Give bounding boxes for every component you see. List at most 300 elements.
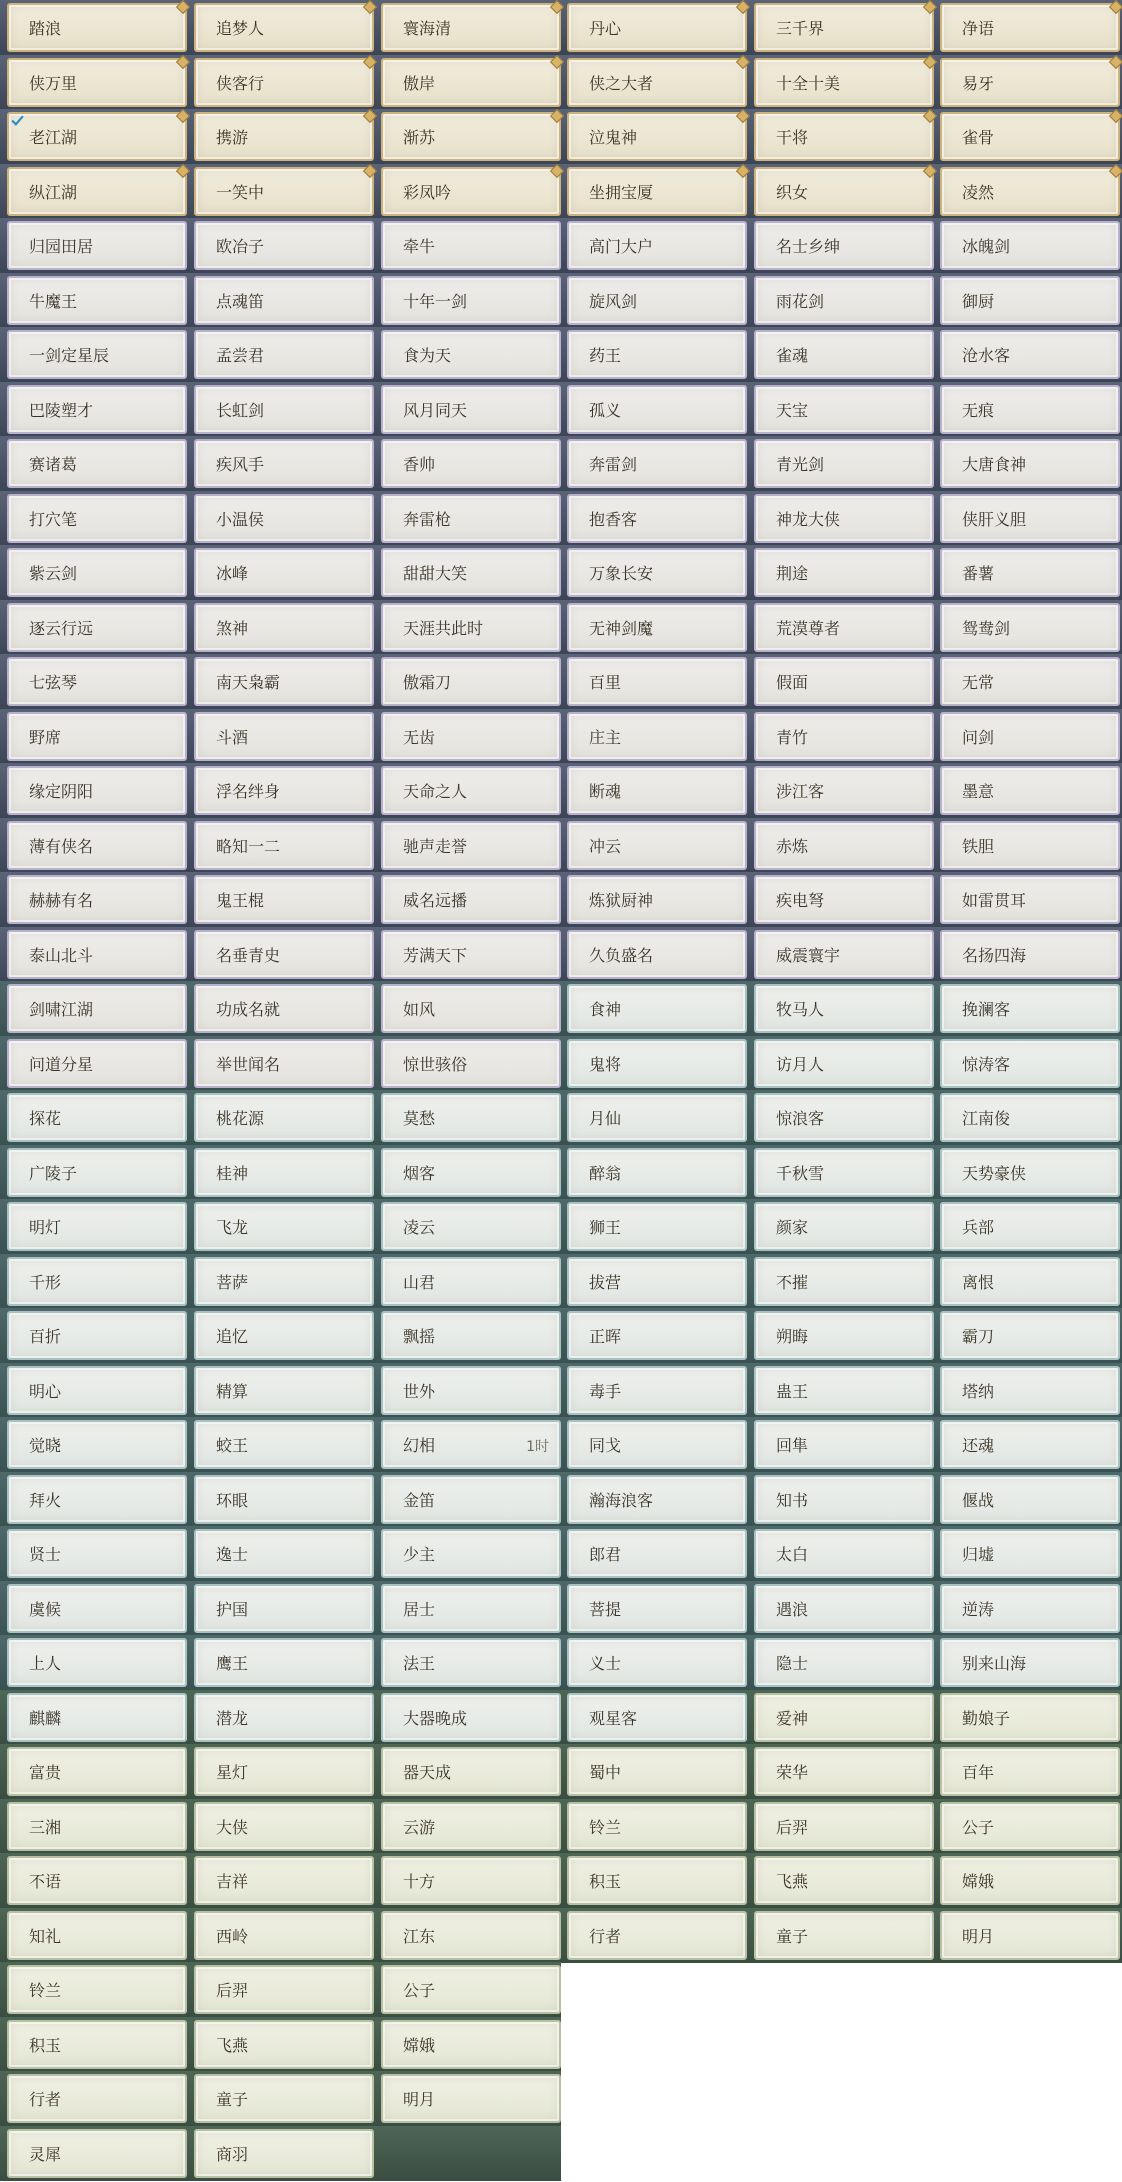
title-tile[interactable] [7,1529,187,1578]
title-tile[interactable] [194,1747,374,1796]
title-tile[interactable] [194,1257,374,1306]
title-label: 奔雷枪 [403,510,452,529]
title-tile[interactable] [194,1638,374,1687]
title-tile[interactable] [567,494,747,543]
title-tile[interactable] [754,1529,934,1578]
title-tile[interactable] [194,1311,374,1360]
title-tile[interactable] [194,385,374,434]
title-tile[interactable] [567,766,747,815]
title-tile[interactable] [381,3,561,52]
title-tile[interactable] [7,821,187,870]
title-tile[interactable] [754,1856,934,1905]
title-tile[interactable] [194,930,374,979]
title-tile[interactable] [381,657,561,706]
title-tile[interactable] [7,1475,187,1524]
title-tile[interactable] [567,1366,747,1415]
title-label: 嫦娥 [962,1872,995,1891]
title-tile[interactable] [381,1093,561,1142]
title-label: 星灯 [216,1763,249,1782]
title-tile[interactable] [7,221,187,270]
title-tile[interactable] [940,984,1120,1033]
title-tile[interactable] [7,1911,187,1960]
title-tile[interactable] [567,1911,747,1960]
title-label: 风月同天 [403,401,468,420]
title-tile[interactable] [194,2074,374,2123]
title-tile[interactable] [940,548,1120,597]
title-tile[interactable] [754,221,934,270]
title-label: 七弦琴 [29,673,78,692]
title-label: 断魂 [589,782,622,801]
title-tile[interactable] [381,875,561,924]
title-tile[interactable] [381,766,561,815]
title-tile[interactable] [567,1257,747,1306]
title-tile[interactable] [381,221,561,270]
title-tile[interactable] [381,439,561,488]
title-tile[interactable] [7,1202,187,1251]
title-tile[interactable] [754,1693,934,1742]
title-tile[interactable] [567,603,747,652]
title-tile[interactable] [381,276,561,325]
title-tile[interactable] [194,1202,374,1251]
title-tile[interactable] [194,712,374,761]
title-tile[interactable] [7,2129,187,2178]
title-label: 烟客 [403,1164,436,1183]
title-tile[interactable] [7,494,187,543]
title-tile[interactable] [567,1856,747,1905]
title-label: 蛟王 [216,1436,249,1455]
title-tile[interactable] [381,2020,561,2069]
title-label: 纵江湖 [29,183,78,202]
title-tile[interactable] [194,3,374,52]
title-tile[interactable] [567,330,747,379]
title-label: 勤娘子 [962,1709,1011,1728]
title-tile[interactable] [567,3,747,52]
title-tile[interactable] [940,712,1120,761]
title-tile[interactable] [7,1693,187,1742]
title-tile[interactable] [381,1475,561,1524]
title-tile[interactable] [754,712,934,761]
title-tile[interactable] [194,603,374,652]
title-tile[interactable] [381,1856,561,1905]
title-tile[interactable] [567,1584,747,1633]
title-label: 富贵 [29,1763,62,1782]
title-label: 冰峰 [216,564,249,583]
title-tile[interactable] [754,1420,934,1469]
title-tile[interactable] [567,930,747,979]
title-tile[interactable] [567,1529,747,1578]
title-label: 抱香客 [589,510,638,529]
title-tile[interactable] [194,657,374,706]
title-tile[interactable] [194,766,374,815]
title-label: 干将 [776,128,809,147]
title-tile[interactable] [381,821,561,870]
title-tile[interactable] [567,1311,747,1360]
title-tile[interactable] [754,1148,934,1197]
title-label: 幻相 [403,1436,436,1455]
title-tile[interactable] [940,221,1120,270]
title-tile[interactable] [567,1420,747,1469]
title-tile[interactable] [194,1584,374,1633]
title-tile[interactable] [754,1638,934,1687]
title-tile[interactable] [194,1148,374,1197]
title-tile[interactable] [194,276,374,325]
title-tile[interactable] [7,930,187,979]
title-tile[interactable] [940,1802,1120,1851]
title-tile[interactable] [381,1911,561,1960]
title-tile[interactable] [754,3,934,52]
title-tile[interactable] [194,1529,374,1578]
title-tile[interactable] [194,221,374,270]
title-tile[interactable] [567,548,747,597]
title-tile[interactable] [940,1093,1120,1142]
title-tile[interactable] [940,603,1120,652]
title-tile[interactable] [754,657,934,706]
title-tile[interactable] [381,1584,561,1633]
title-tile[interactable] [567,221,747,270]
title-tile[interactable] [567,1475,747,1524]
title-tile[interactable] [7,712,187,761]
title-label: 回隼 [776,1436,809,1455]
title-tile[interactable] [567,1638,747,1687]
title-tile[interactable] [7,439,187,488]
title-tile[interactable] [940,766,1120,815]
title-label: 疾风手 [216,455,265,474]
title-tile[interactable] [381,1420,561,1469]
title-tile[interactable] [381,2074,561,2123]
title-tile[interactable] [381,1747,561,1796]
title-tile[interactable] [7,1802,187,1851]
title-tile[interactable] [381,330,561,379]
title-tile[interactable] [754,548,934,597]
title-label: 塔纳 [962,1382,995,1401]
title-tile[interactable] [7,1584,187,1633]
title-label: 遇浪 [776,1600,809,1619]
title-label: 高门大户 [589,237,654,256]
title-tile[interactable] [7,2020,187,2069]
title-tile[interactable] [754,821,934,870]
title-label: 雨花剑 [776,292,825,311]
title-label: 太白 [776,1545,809,1564]
title-tile[interactable] [567,58,747,107]
title-label: 问道分星 [29,1055,94,1074]
title-tile[interactable] [567,167,747,216]
title-tile[interactable] [7,1093,187,1142]
title-tile[interactable] [381,712,561,761]
title-tile[interactable] [567,112,747,161]
title-label: 不摧 [776,1273,809,1292]
title-label: 牛魔王 [29,292,78,311]
title-tile[interactable] [194,58,374,107]
title-label: 瀚海浪客 [589,1491,654,1510]
title-tile[interactable] [940,1475,1120,1524]
title-tile[interactable] [381,603,561,652]
title-tile[interactable] [754,385,934,434]
title-label: 归墟 [962,1545,995,1564]
title-tile[interactable] [940,1420,1120,1469]
title-tile[interactable] [381,167,561,216]
title-tile[interactable] [381,385,561,434]
title-tile[interactable] [7,330,187,379]
title-tile[interactable] [194,112,374,161]
title-tile[interactable] [567,821,747,870]
title-tile[interactable] [754,1911,934,1960]
title-tile[interactable] [194,167,374,216]
title-label: 织女 [776,183,809,202]
title-label: 麒麟 [29,1709,62,1728]
title-label: 泰山北斗 [29,946,94,965]
title-label: 百年 [962,1763,995,1782]
title-tile[interactable] [567,1747,747,1796]
title-tile[interactable] [7,167,187,216]
title-tile[interactable] [754,930,934,979]
title-tile[interactable] [940,1039,1120,1088]
title-tile[interactable] [381,1802,561,1851]
title-tile[interactable] [940,3,1120,52]
title-tile[interactable] [194,984,374,1033]
title-label: 侠客行 [216,74,265,93]
title-label: 狮王 [589,1218,622,1237]
title-tile[interactable] [940,276,1120,325]
title-tile[interactable] [940,1856,1120,1905]
title-tile[interactable] [940,875,1120,924]
title-tile[interactable] [940,494,1120,543]
title-label: 月仙 [589,1109,622,1128]
title-tile[interactable] [940,385,1120,434]
title-tile[interactable] [567,657,747,706]
title-tile[interactable] [754,58,934,107]
title-tile[interactable] [194,875,374,924]
title-tile[interactable] [754,330,934,379]
title-tile[interactable] [7,112,187,161]
title-tile[interactable] [7,603,187,652]
title-tile[interactable] [754,439,934,488]
title-label: 挽澜客 [962,1000,1011,1019]
title-tile[interactable] [567,1039,747,1088]
title-tile[interactable] [940,1311,1120,1360]
title-tile[interactable] [7,1257,187,1306]
title-tile[interactable] [194,1802,374,1851]
title-label: 牧马人 [776,1000,825,1019]
title-tile[interactable] [567,385,747,434]
title-tile[interactable] [940,930,1120,979]
title-tile[interactable] [381,548,561,597]
title-label: 蜀中 [589,1763,622,1782]
title-tile[interactable] [7,1148,187,1197]
title-label: 世外 [403,1382,436,1401]
title-tile[interactable] [381,494,561,543]
title-label: 万象长安 [589,564,654,583]
title-label: 积玉 [29,2036,62,2055]
title-tile[interactable] [194,1475,374,1524]
title-label: 侠万里 [29,74,78,93]
title-tile[interactable] [754,276,934,325]
title-label: 名士乡绅 [776,237,841,256]
title-tile[interactable] [567,1802,747,1851]
timer-badge: 1时 [526,1439,549,1455]
title-tile[interactable] [567,276,747,325]
title-tile[interactable] [7,766,187,815]
title-label: 雀魂 [776,346,809,365]
title-tile[interactable] [754,1093,934,1142]
title-tile[interactable] [940,1747,1120,1796]
title-tile[interactable] [7,385,187,434]
title-tile[interactable] [381,930,561,979]
title-tile[interactable] [194,439,374,488]
title-tile[interactable] [754,1747,934,1796]
title-tile[interactable] [567,439,747,488]
title-tile[interactable] [940,330,1120,379]
title-tile[interactable] [7,984,187,1033]
title-tile[interactable] [754,603,934,652]
title-tile[interactable] [754,1584,934,1633]
title-tile[interactable] [940,1202,1120,1251]
title-tile[interactable] [940,821,1120,870]
title-tile[interactable] [194,1093,374,1142]
title-tile[interactable] [381,1529,561,1578]
title-label: 蛊王 [776,1382,809,1401]
title-tile[interactable] [567,712,747,761]
title-tile[interactable] [7,548,187,597]
title-tile[interactable] [194,1911,374,1960]
title-label: 南天枭霸 [216,673,281,692]
title-tile[interactable] [194,1039,374,1088]
title-tile[interactable] [7,58,187,107]
title-tile[interactable] [194,548,374,597]
title-tile[interactable] [7,3,187,52]
title-label: 知礼 [29,1927,62,1946]
title-tile[interactable] [940,1529,1120,1578]
title-label: 归园田居 [29,237,94,256]
title-label: 缘定阴阳 [29,782,94,801]
title-tile[interactable] [754,1311,934,1360]
title-tile[interactable] [754,1039,934,1088]
title-label: 侠肝义胆 [962,510,1027,529]
title-tile[interactable] [381,1257,561,1306]
title-tile[interactable] [381,1311,561,1360]
title-label: 老江湖 [29,128,78,147]
title-tile[interactable] [194,1420,374,1469]
title-label: 威震寰宇 [776,946,841,965]
title-tile[interactable] [940,112,1120,161]
title-tile[interactable] [940,1148,1120,1197]
title-tile[interactable] [381,1148,561,1197]
title-tile[interactable] [194,821,374,870]
title-tile[interactable] [754,984,934,1033]
title-tile[interactable] [381,1202,561,1251]
title-tile[interactable] [754,112,934,161]
title-tile[interactable] [381,112,561,161]
title-tile[interactable] [7,1311,187,1360]
title-label: 十年一剑 [403,292,468,311]
title-tile[interactable] [381,1638,561,1687]
title-tile[interactable] [381,58,561,107]
title-label: 奔雷剑 [589,455,638,474]
title-label: 观星客 [589,1709,638,1728]
title-tile[interactable] [754,1257,934,1306]
title-tile[interactable] [194,330,374,379]
title-tile[interactable] [7,276,187,325]
title-tile[interactable] [194,1965,374,2014]
title-label: 颜家 [776,1218,809,1237]
title-tile[interactable] [567,1693,747,1742]
title-tile[interactable] [7,657,187,706]
title-label: 野席 [29,728,62,747]
title-tile[interactable] [7,1366,187,1415]
title-tile[interactable] [7,875,187,924]
title-tile[interactable] [940,1911,1120,1960]
title-label: 明心 [29,1382,62,1401]
title-label: 千秋雪 [776,1164,825,1183]
title-tile[interactable] [7,1420,187,1469]
title-label: 护国 [216,1600,249,1619]
title-label: 铃兰 [29,1981,62,2000]
title-tile[interactable] [567,1202,747,1251]
title-label: 傲霜刀 [403,673,452,692]
title-tile[interactable] [940,1638,1120,1687]
title-tile[interactable] [7,2074,187,2123]
title-tile[interactable] [381,1366,561,1415]
title-tile[interactable] [194,494,374,543]
title-tile[interactable] [754,1202,934,1251]
title-tile[interactable] [381,984,561,1033]
title-label: 隐士 [776,1654,809,1673]
title-tile[interactable] [567,1093,747,1142]
title-tile[interactable] [754,1802,934,1851]
title-tile[interactable] [940,1693,1120,1742]
title-tile[interactable] [194,1693,374,1742]
title-label: 三湘 [29,1818,62,1837]
title-tile[interactable] [381,1039,561,1088]
title-tile[interactable] [754,494,934,543]
title-tile[interactable] [567,1148,747,1197]
title-label: 疾电弩 [776,891,825,910]
title-tile[interactable] [7,1965,187,2014]
title-tile[interactable] [940,1257,1120,1306]
title-label: 香帅 [403,455,436,474]
title-tile[interactable] [567,875,747,924]
title-tile[interactable] [940,439,1120,488]
title-tile[interactable] [7,1039,187,1088]
title-tile[interactable] [940,58,1120,107]
title-tile[interactable] [194,2129,374,2178]
title-tile[interactable] [381,1965,561,2014]
title-tile[interactable] [567,984,747,1033]
title-tile[interactable] [754,1366,934,1415]
title-tile[interactable] [381,1693,561,1742]
title-tile[interactable] [754,1475,934,1524]
title-label: 举世闻名 [216,1055,281,1074]
title-label: 浮名绊身 [216,782,281,801]
title-tile[interactable] [754,875,934,924]
title-tile[interactable] [940,167,1120,216]
title-tile[interactable] [754,167,934,216]
title-tile[interactable] [194,2020,374,2069]
title-tile[interactable] [7,1638,187,1687]
title-label: 拔营 [589,1273,622,1292]
title-tile[interactable] [7,1856,187,1905]
title-tile[interactable] [940,657,1120,706]
title-label: 商羽 [216,2145,249,2164]
title-tile[interactable] [940,1366,1120,1415]
title-label: 百折 [29,1327,62,1346]
title-tile[interactable] [7,1747,187,1796]
title-label: 天命之人 [403,782,468,801]
title-tile[interactable] [940,1584,1120,1633]
title-tile[interactable] [194,1366,374,1415]
title-label: 公子 [962,1818,995,1837]
title-tile[interactable] [194,1856,374,1905]
title-tile[interactable] [754,766,934,815]
